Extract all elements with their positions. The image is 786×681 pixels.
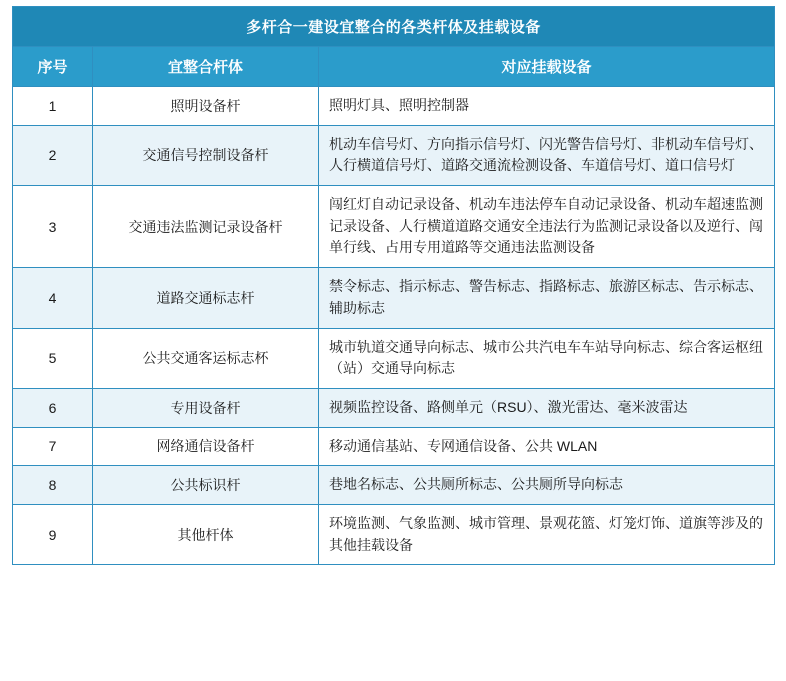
row-pole-type: 公共标识杆 <box>93 466 319 505</box>
row-number: 1 <box>13 87 93 126</box>
row-pole-type: 道路交通标志杆 <box>93 268 319 328</box>
row-number: 5 <box>13 328 93 388</box>
row-number: 8 <box>13 466 93 505</box>
row-pole-type: 照明设备杆 <box>93 87 319 126</box>
table-row <box>13 186 775 268</box>
row-pole-type: 专用设备杆 <box>93 388 319 427</box>
row-devices: 巷地名标志、公共厕所标志、公共厕所导向标志 <box>319 466 775 505</box>
row-devices: 闯红灯自动记录设备、机动车违法停车自动记录设备、机动车超速监测记录设备、人行横道道路交通安全违法行为监测记录设备以及逆行、闯单行线、占用专用道路等交通违法监测设备 <box>319 186 775 268</box>
table-row <box>13 388 775 427</box>
row-number: 2 <box>13 125 93 185</box>
pole-integration-table <box>12 6 775 565</box>
row-devices: 禁令标志、指示标志、警告标志、指路标志、旅游区标志、告示标志、辅助标志 <box>319 268 775 328</box>
row-devices: 环境监测、气象监测、城市管理、景观花篮、灯笼灯饰、道旗等涉及的其他挂载设备 <box>319 504 775 564</box>
row-number: 9 <box>13 504 93 564</box>
table-title: 多杆合一建设宜整合的各类杆体及挂载设备 <box>13 7 775 47</box>
table-row <box>13 268 775 328</box>
row-devices: 视频监控设备、路侧单元（RSU）、激光雷达、毫米波雷达 <box>319 388 775 427</box>
row-pole-type: 网络通信设备杆 <box>93 427 319 466</box>
table-row <box>13 466 775 505</box>
row-devices: 移动通信基站、专网通信设备、公共 WLAN <box>319 427 775 466</box>
row-number: 6 <box>13 388 93 427</box>
column-header-devices: 对应挂载设备 <box>319 47 775 87</box>
row-devices: 机动车信号灯、方向指示信号灯、闪光警告信号灯、非机动车信号灯、人行横道信号灯、道路交通流检测设备、车道信号灯、道口信号灯 <box>319 125 775 185</box>
table-row <box>13 328 775 388</box>
row-devices: 照明灯具、照明控制器 <box>319 87 775 126</box>
row-pole-type: 公共交通客运标志杯 <box>93 328 319 388</box>
column-header-no: 序号 <box>13 47 93 87</box>
row-pole-type: 交通信号控制设备杆 <box>93 125 319 185</box>
row-pole-type: 交通违法监测记录设备杆 <box>93 186 319 268</box>
row-pole-type: 其他杆体 <box>93 504 319 564</box>
table-row <box>13 87 775 126</box>
table-header-row <box>13 47 775 87</box>
row-number: 3 <box>13 186 93 268</box>
row-number: 4 <box>13 268 93 328</box>
table-row <box>13 504 775 564</box>
row-devices: 城市轨道交通导向标志、城市公共汽电车车站导向标志、综合客运枢纽（站）交通导向标志 <box>319 328 775 388</box>
row-number: 7 <box>13 427 93 466</box>
table-title-row <box>13 7 775 47</box>
table-row <box>13 427 775 466</box>
column-header-pole: 宜整合杆体 <box>93 47 319 87</box>
table-row <box>13 125 775 185</box>
